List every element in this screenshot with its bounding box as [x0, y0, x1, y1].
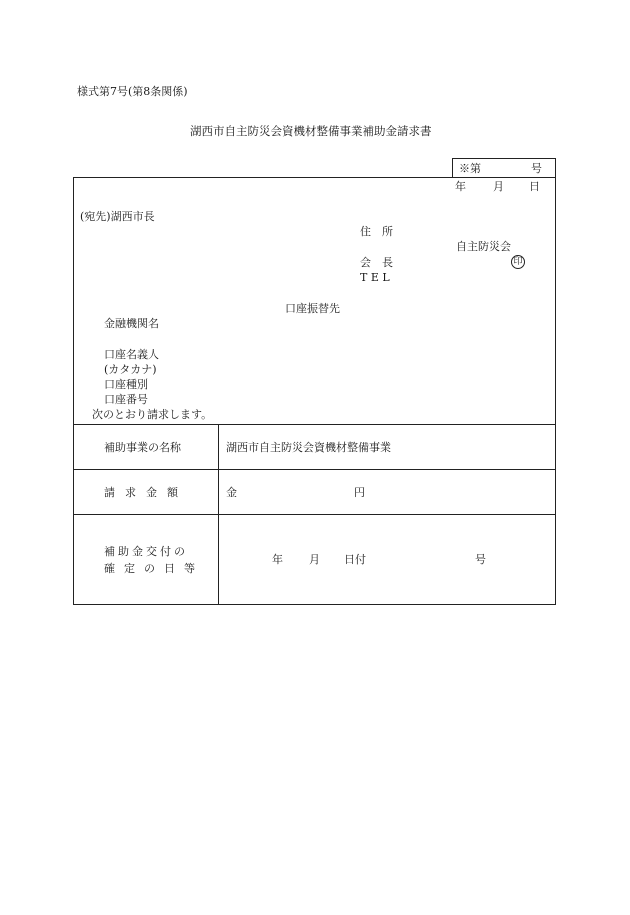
form-number: 様式第7号(第8条関係) — [77, 85, 188, 98]
reception-number-box — [452, 158, 556, 178]
claim-amount-label: 請求金額 — [104, 486, 188, 499]
date-day: 日 — [529, 180, 540, 193]
document-title: 湖西市自主防災会資機材整備事業補助金請求書 — [190, 124, 432, 138]
account-holder-label: 口座名義人 — [104, 348, 159, 361]
project-name-label: 補助事業の名称 — [104, 441, 181, 454]
decision-month: 月 — [309, 553, 320, 566]
account-number-label: 口座番号 — [104, 393, 148, 406]
grant-decision-label-line1: 補助金交付の — [104, 545, 188, 558]
decision-number: 号 — [475, 553, 486, 566]
chair-label: 会 長 — [360, 256, 393, 269]
table-divider-1 — [73, 424, 556, 425]
organization-label: 自主防災会 — [456, 240, 511, 253]
date-month: 月 — [493, 180, 504, 193]
request-statement: 次のとおり請求します。 — [92, 408, 213, 421]
account-type-label: 口座種別 — [104, 378, 148, 391]
decision-day: 日付 — [344, 553, 366, 566]
bank-heading: 口座振替先 — [285, 302, 340, 315]
grant-decision-label-line2: 確定の日等 — [104, 562, 204, 575]
addressee: (宛先)湖西市長 — [80, 210, 155, 223]
decision-year: 年 — [272, 553, 283, 566]
claim-amount-unit: 円 — [354, 486, 365, 499]
date-year: 年 — [455, 180, 466, 193]
seal-mark: 印 — [511, 255, 525, 269]
table-divider-3 — [73, 514, 556, 515]
project-name-value: 湖西市自主防災会資機材整備事業 — [226, 441, 391, 454]
account-holder-kana-label: (カタカナ) — [104, 363, 157, 376]
tel-label: T E L — [360, 271, 390, 284]
number-suffix: 号 — [531, 162, 542, 175]
table-column-divider — [218, 424, 219, 605]
claim-amount-prefix: 金 — [226, 486, 237, 499]
bank-institution-label: 金融機関名 — [104, 317, 159, 330]
number-prefix: ※第 — [459, 162, 481, 175]
table-divider-2 — [73, 469, 556, 470]
address-label: 住 所 — [360, 225, 393, 238]
